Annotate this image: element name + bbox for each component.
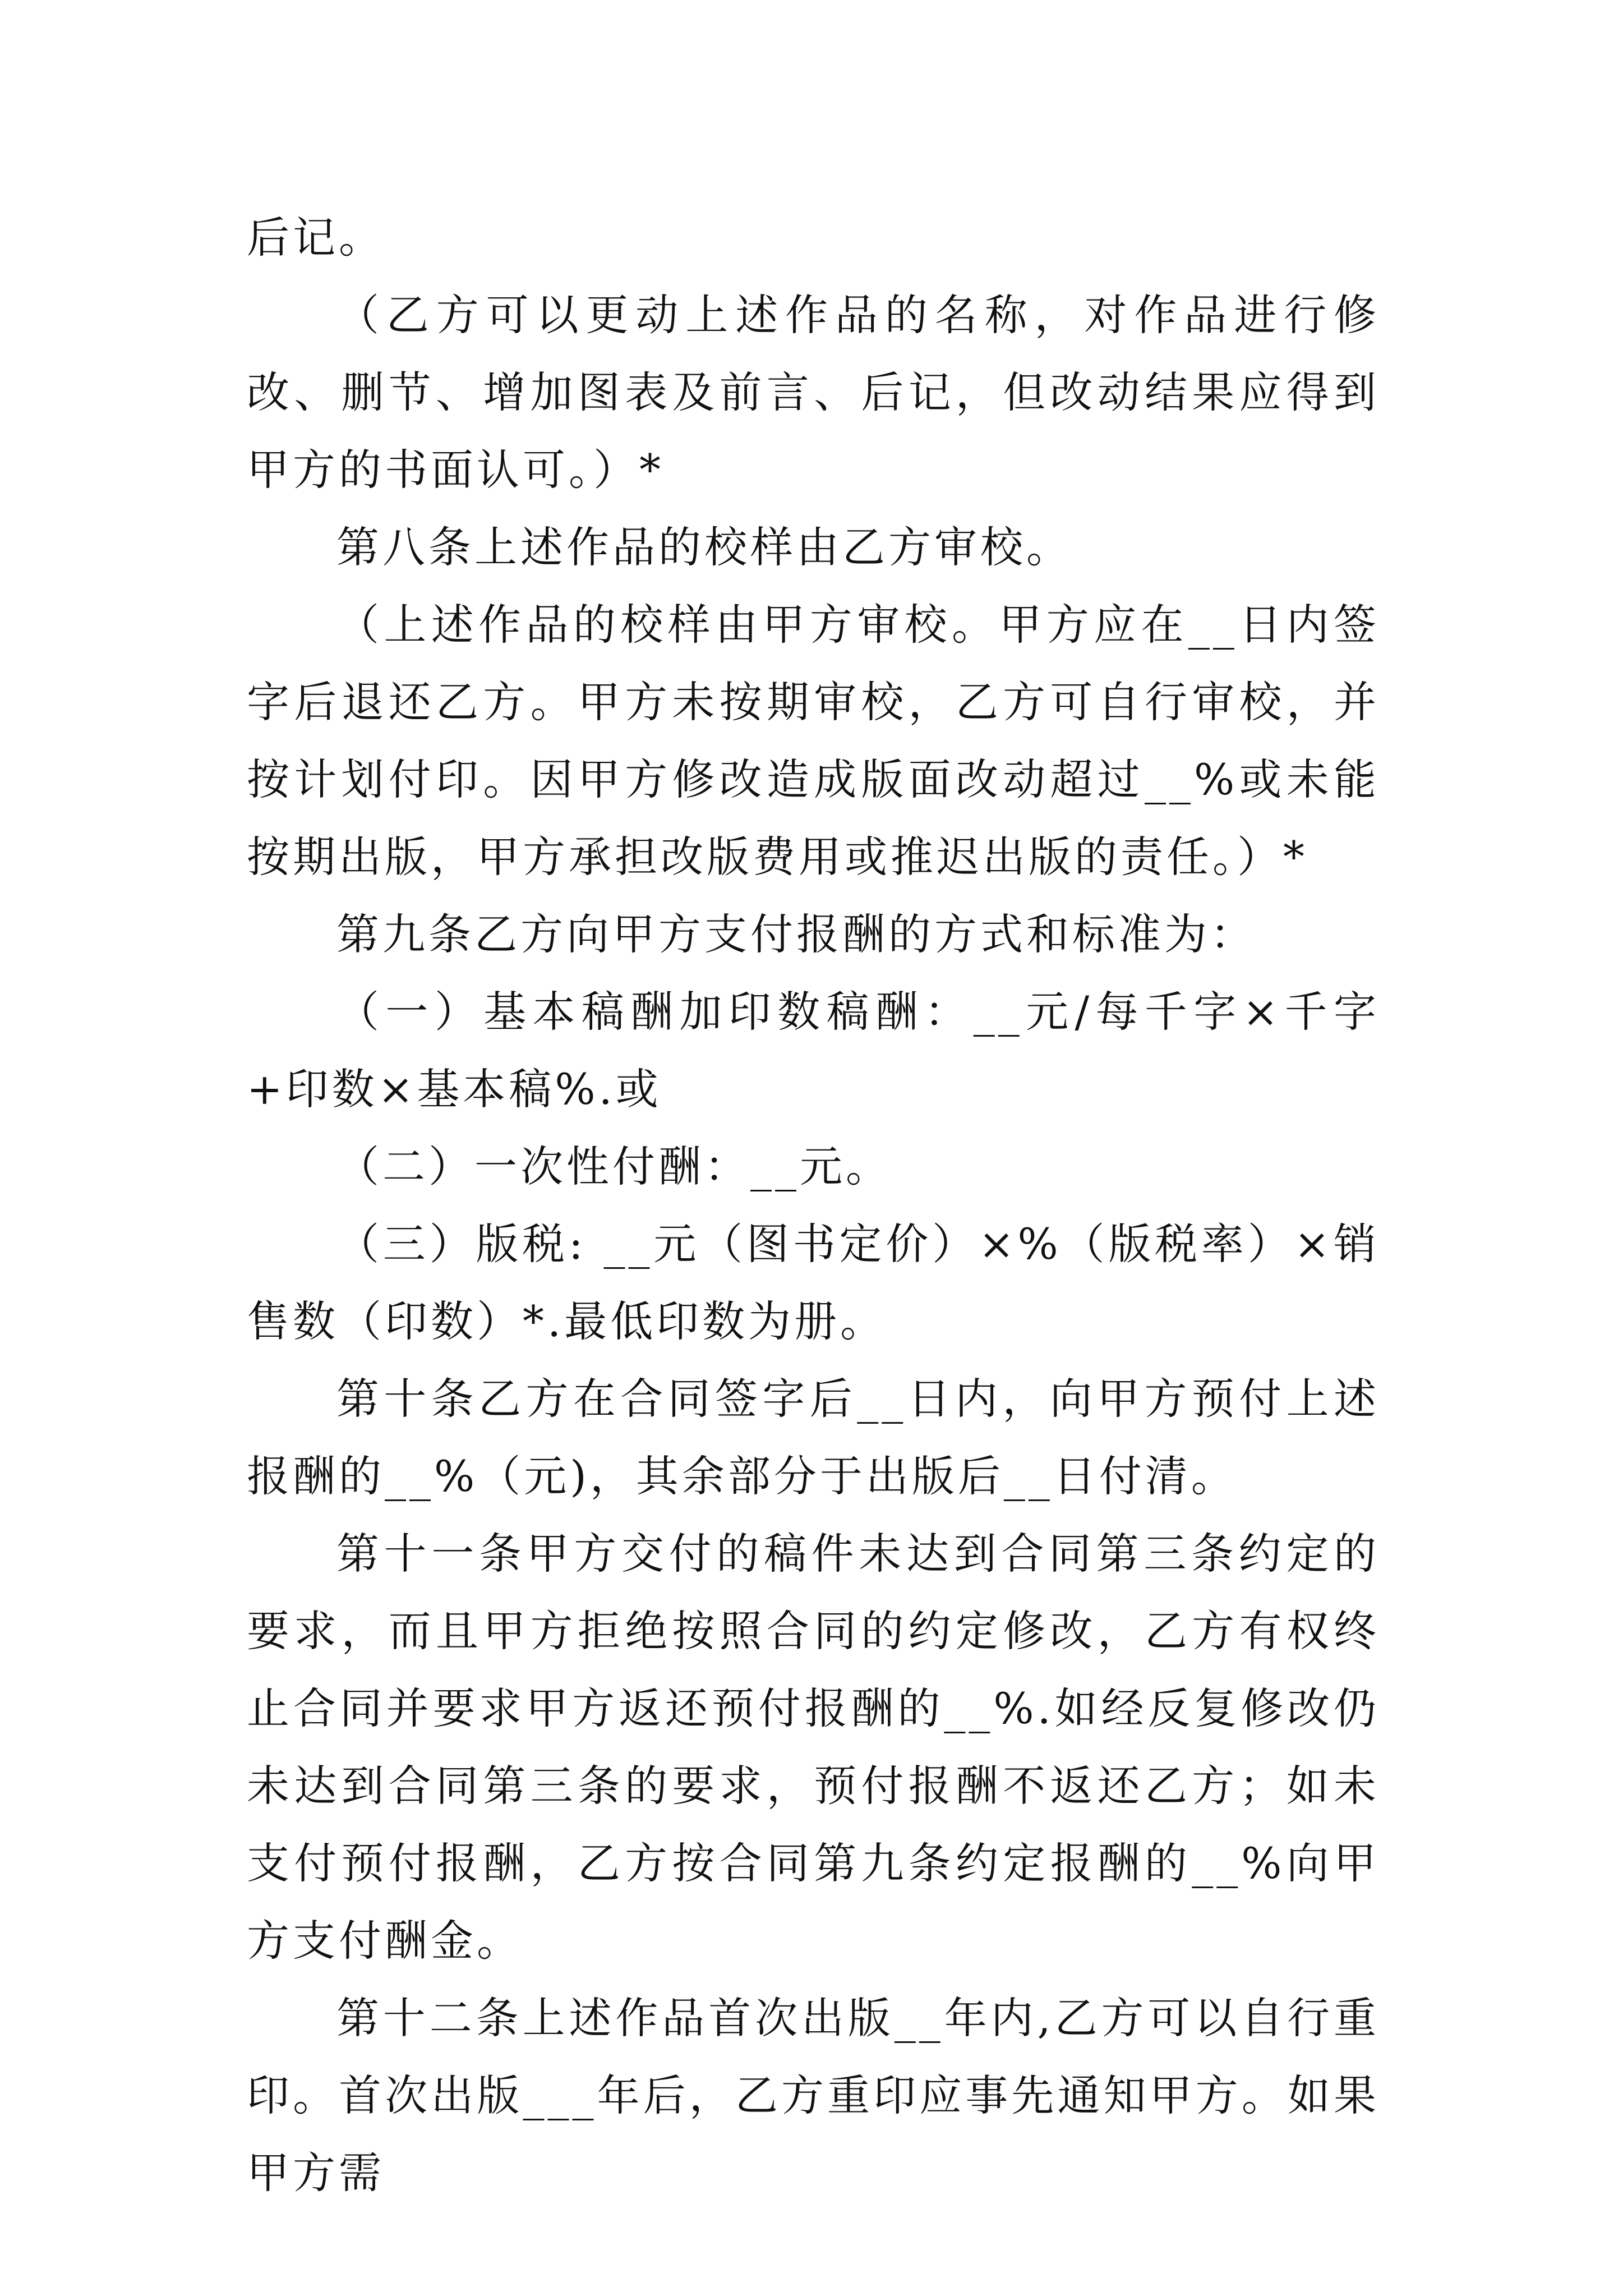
paragraph-6: （一）基本稿酬加印数稿酬：__元/每千字×千字+印数×基本稿%.或 — [247, 987, 1380, 1114]
paragraph-5: 第九条乙方向甲方支付报酬的方式和标准为： — [336, 909, 1256, 959]
paragraph-2: （乙方可以更动上述作品的名称，对作品进行修改、删节、增加图表及前言、后记，但改动结果应得到甲方的书面认可。）* — [247, 290, 1380, 495]
paragraph-7: （二）一次性付酬：__元。 — [336, 1142, 892, 1191]
paragraph-11: 第十二条上述作品首次出版__年内,乙方可以自行重印。首次出版___年后，乙方重印应事先通知甲方。如果甲方需 — [247, 1993, 1380, 2198]
paragraph-10: 第十一条甲方交付的稿件未达到合同第三条约定的要求，而且甲方拒绝按照合同的约定修改，乙方有权终止合同并要求甲方返还预付报酬的__%.如经反复修改仍未达到合同第三条的要求，预付报酬不返还乙方；如未支付预付报酬，乙方按合同第九条约定报酬的__%向甲方支付酬金。 — [247, 1529, 1380, 1966]
paragraph-9: 第十条乙方在合同签字后__日内，向甲方预付上述报酬的__%（元)，其余部分于出版后__日付清。 — [247, 1374, 1380, 1501]
paragraph-1: 后记。 — [247, 213, 385, 263]
paragraph-8: （三）版税: __元（图书定价）×%（版税率）×销售数（印数）*.最低印数为册。 — [247, 1219, 1380, 1346]
paragraph-4: （上述作品的校样由甲方审校。甲方应在__日内签字后退还乙方。甲方未按期审校，乙方可自行审校，并按计划付印。因甲方修改造成版面改动超过__%或未能按期出版，甲方承担改版费用或推迟出版的责任。）* — [247, 600, 1380, 882]
document-body — [247, 199, 1380, 2212]
paragraph-3: 第八条上述作品的校样由乙方审校。 — [336, 522, 1072, 572]
